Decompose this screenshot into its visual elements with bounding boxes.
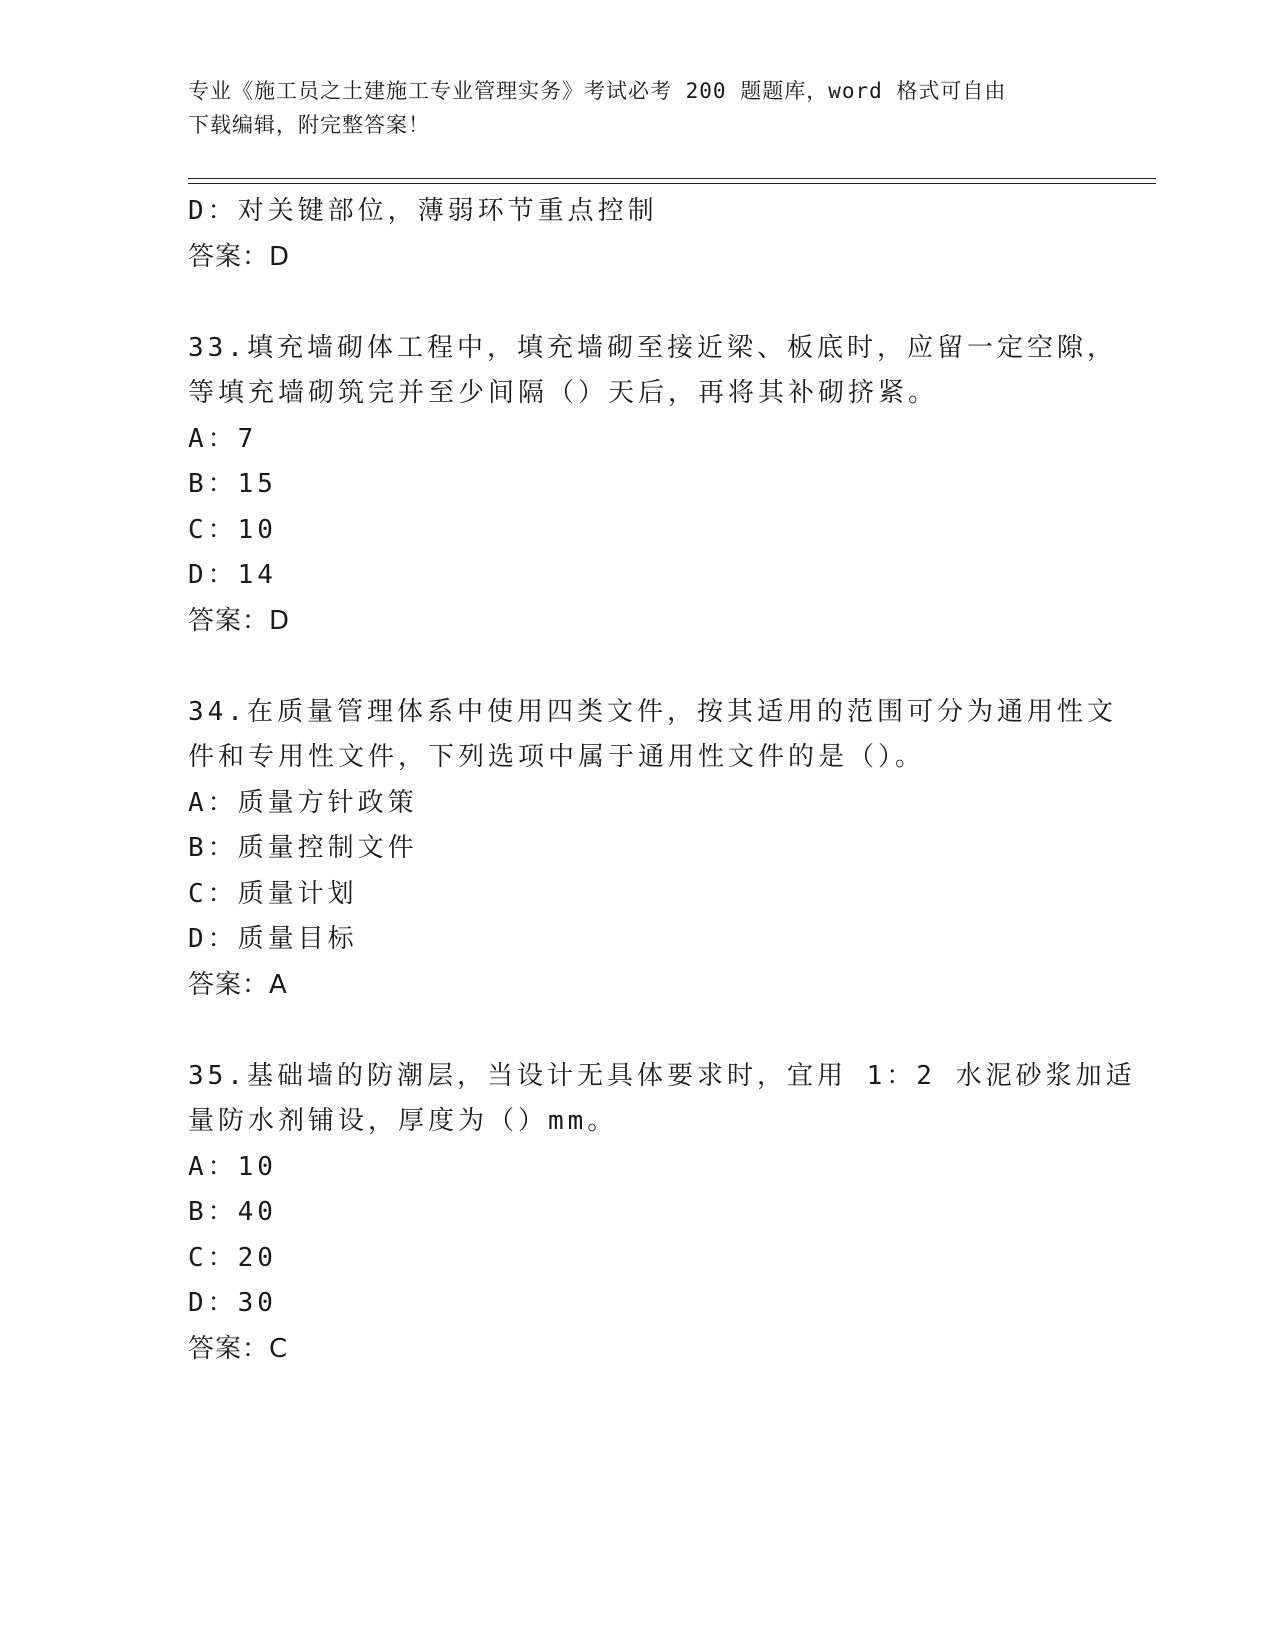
question-stem: 33.填充墙砌体工程中，填充墙砌至接近梁、板底时，应留一定空隙， — [188, 332, 1117, 363]
header-line-1: 专业《施工员之土建施工专业管理实务》考试必考 200 题题库，word 格式可自由 — [188, 79, 1007, 103]
option-a: A：7 — [188, 423, 258, 454]
spacer — [188, 644, 1088, 690]
option-a: A：质量方针政策 — [188, 787, 418, 818]
header-rule-bottom — [188, 183, 1156, 184]
option-d: D：质量目标 — [188, 924, 358, 954]
option-b: B：40 — [188, 1197, 277, 1227]
option-d: D：对关键部位，薄弱环节重点控制 — [188, 196, 658, 226]
option-b: B：15 — [188, 469, 277, 499]
question-stem-cont: 等填充墙砌筑完并至少间隔（）天后，再将其补砌挤紧。 — [188, 378, 939, 408]
option-c: C：质量计划 — [188, 878, 358, 909]
answer-line: 答案：A — [188, 969, 288, 1000]
option-c: C：10 — [188, 514, 277, 545]
question-stem: 35.基础墙的防潮层，当设计无具体要求时，宜用 1：2 水泥砂浆加适 — [188, 1060, 1136, 1091]
answer-line: 答案：D — [188, 241, 291, 272]
option-d: D：30 — [188, 1288, 277, 1318]
previous-question-tail — [188, 189, 1088, 280]
option-b: B：质量控制文件 — [188, 833, 418, 863]
option-a: A：10 — [188, 1151, 277, 1182]
spacer — [188, 280, 1088, 326]
header-rule-top — [188, 178, 1156, 179]
answer-line: 答案：D — [188, 605, 291, 636]
document-header — [188, 74, 1068, 142]
option-d: D：14 — [188, 560, 277, 590]
answer-line: 答案：C — [188, 1333, 289, 1364]
question-35 — [188, 1054, 1136, 1373]
question-stem-cont: 件和专用性文件，下列选项中属于通用性文件的是（）。 — [188, 742, 926, 772]
spacer — [188, 1008, 1088, 1054]
question-34 — [188, 690, 1117, 1009]
question-stem: 34.在质量管理体系中使用四类文件，按其适用的范围可分为通用性文 — [188, 696, 1117, 727]
question-stem-cont: 量防水剂铺设，厚度为（）mm。 — [188, 1106, 618, 1136]
header-line-2: 下载编辑，附完整答案！ — [188, 113, 430, 137]
option-c: C：20 — [188, 1242, 277, 1273]
question-33 — [188, 326, 1117, 645]
question-list — [188, 189, 1136, 1372]
